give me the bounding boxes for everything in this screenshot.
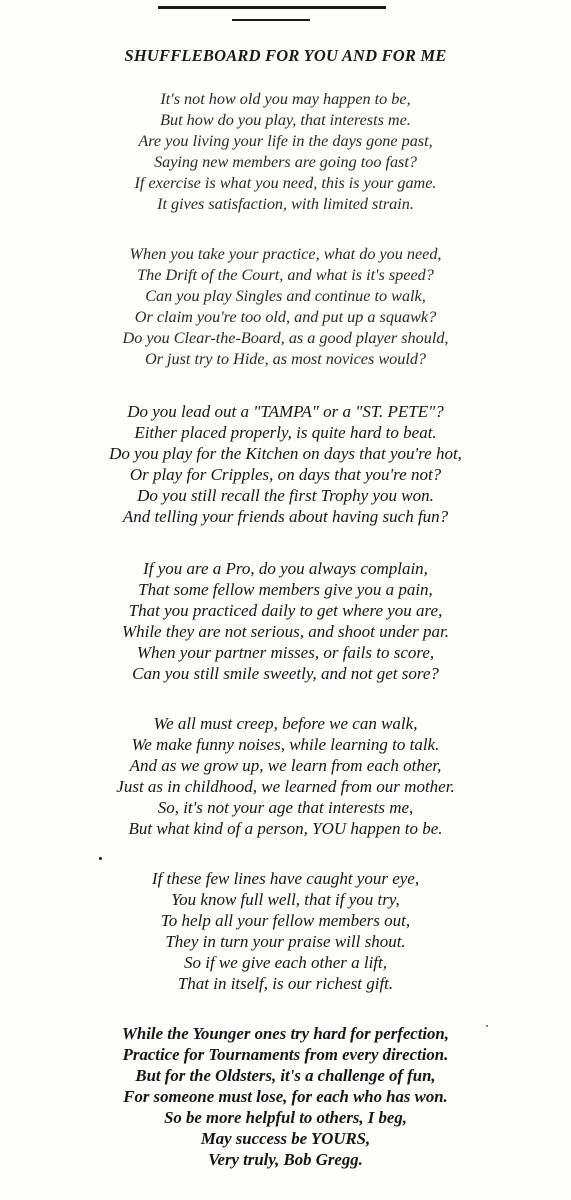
poem-line: But for the Oldsters, it's a challenge of fun, bbox=[135, 1066, 436, 1085]
poem-line: That some fellow members give you a pain, bbox=[138, 580, 433, 599]
poem-line: That you practiced daily to get where you are, bbox=[128, 601, 443, 620]
poem-line: If these few lines have caught your eye, bbox=[151, 869, 420, 888]
poem-line: Can you still smile sweetly, and not get sore? bbox=[132, 664, 439, 683]
poem-line: To help all your fellow members out, bbox=[160, 911, 411, 930]
poem-line: If exercise is what you need, this is your game. bbox=[134, 174, 437, 192]
poem-line: May success be YOURS, bbox=[200, 1129, 371, 1148]
poem-line: Practice for Tournaments from every direction. bbox=[122, 1045, 449, 1064]
poem-line: They in turn your praise will shout. bbox=[165, 932, 406, 951]
poem-line: Can you play Singles and continue to walk, bbox=[145, 287, 426, 305]
stanza-7-closing bbox=[0, 1023, 571, 1170]
poem-title: SHUFFLEBOARD FOR YOU AND FOR ME bbox=[124, 46, 447, 65]
poem-line: So be more helpful to others, I beg, bbox=[164, 1108, 407, 1127]
poem-line: While the Younger ones try hard for perfection, bbox=[122, 1024, 449, 1043]
poem-line: And telling your friends about having such fun? bbox=[122, 507, 449, 526]
poem-line: But how do you play, that interests me. bbox=[160, 111, 411, 129]
poem-line: We all must creep, before we can walk, bbox=[153, 714, 418, 733]
stanza-1 bbox=[0, 89, 571, 215]
top-rule bbox=[158, 6, 386, 9]
poem-line: Or just try to Hide, as most novices would? bbox=[144, 350, 427, 368]
stanza-6 bbox=[0, 868, 571, 994]
poem-line: We make funny noises, while learning to talk. bbox=[131, 735, 440, 754]
poem-line: But what kind of a person, YOU happen to be. bbox=[128, 819, 443, 838]
stanza-5 bbox=[0, 713, 571, 839]
poem-line: That in itself, is our richest gift. bbox=[177, 974, 394, 993]
poem-line: For someone must lose, for each who has won. bbox=[123, 1087, 448, 1106]
poem-line: And as we grow up, we learn from each other, bbox=[129, 756, 442, 775]
poem-line: Do you lead out a "TAMPA" or a "ST. PETE"? bbox=[127, 402, 444, 421]
poem-line: Either placed properly, is quite hard to beat. bbox=[134, 423, 437, 442]
poem-line: Or play for Cripples, on days that you're not? bbox=[129, 465, 442, 484]
poem-line: It gives satisfaction, with limited strain. bbox=[157, 195, 414, 213]
signature-line: Very truly, Bob Gregg. bbox=[208, 1150, 363, 1169]
poem-line: The Drift of the Court, and what is it's speed? bbox=[137, 266, 434, 284]
ink-dot bbox=[99, 857, 102, 860]
stanza-2 bbox=[0, 244, 571, 370]
poem-line: Do you Clear-the-Board, as a good player should, bbox=[122, 329, 449, 347]
short-rule bbox=[232, 19, 310, 21]
poem-line: Saying new members are going too fast? bbox=[154, 153, 417, 171]
poem-line: Just as in childhood, we learned from our mother. bbox=[116, 777, 455, 796]
poem-line: When your partner misses, or fails to score, bbox=[136, 643, 435, 662]
poem-line: Are you living your life in the days gone past, bbox=[138, 132, 433, 150]
poem-line: If you are a Pro, do you always complain, bbox=[143, 559, 428, 578]
poem-line: Or claim you're too old, and put up a squawk? bbox=[134, 308, 437, 326]
stanza-3 bbox=[0, 401, 571, 527]
stanza-4 bbox=[0, 558, 571, 684]
poem-line: So, it's not your age that interests me, bbox=[157, 798, 414, 817]
poem-line: You know full well, that if you try, bbox=[171, 890, 400, 909]
poem-line: When you take your practice, what do you need, bbox=[129, 245, 442, 263]
poem-line: It's not how old you may happen to be, bbox=[160, 90, 411, 108]
poem-line: So if we give each other a lift, bbox=[183, 953, 387, 972]
poem-line: Do you play for the Kitchen on days that you're hot, bbox=[109, 444, 462, 463]
poem-line: Do you still recall the first Trophy you won. bbox=[137, 486, 434, 505]
poem-line: While they are not serious, and shoot under par. bbox=[121, 622, 450, 641]
